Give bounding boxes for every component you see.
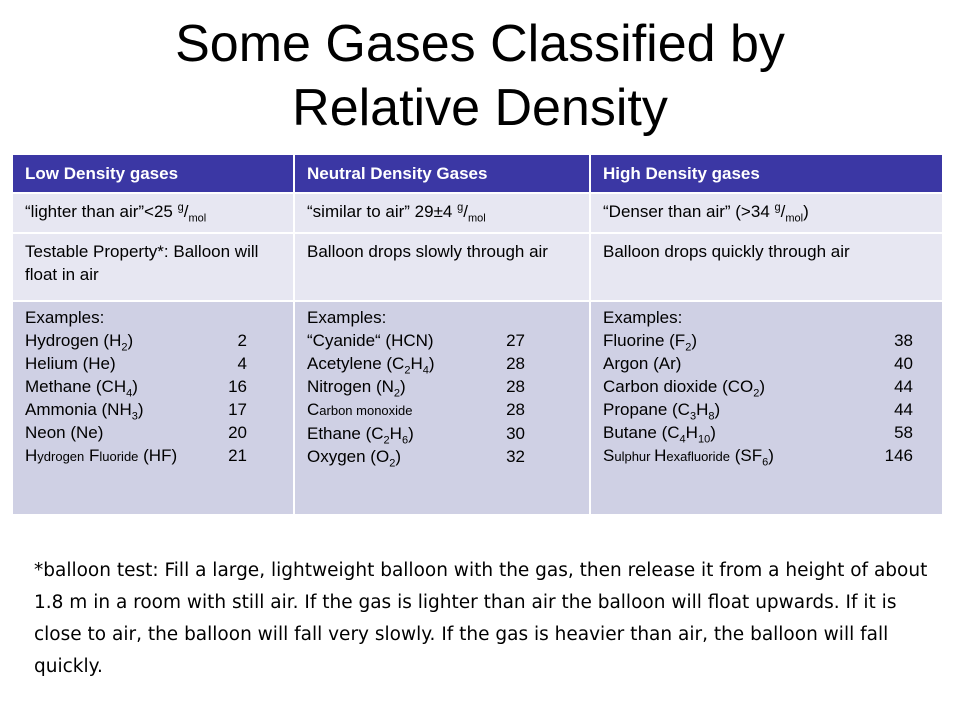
low-density-examples [13, 301, 294, 515]
title-line-1: Some Gases Classified by [175, 15, 785, 73]
balloon-test-footnote: *balloon test: Fill a large, lightweight balloon with the gas, then release it from a height of about 1.8 m in a room with still air. If the gas is lighter than air the balloon will float upwards. If it is close to air, the balloon will fall very slowly. If the gas is heavier than air, the balloon will fall quickly. [34, 560, 928, 677]
list-item: Hydrogen $(H_2)$ 2 [25, 331, 247, 354]
examples-label: Examples: [603, 308, 683, 327]
high-density-property: Balloon drops quickly through air [590, 233, 943, 301]
list-item: Fluorine $(F_2)$ 38 [603, 331, 913, 354]
list-item: Hydrogen Fluoride (HF) 21 [25, 446, 247, 465]
list-item: Nitrogen $(N_2)$ 28 [307, 377, 525, 400]
slide-title [0, 12, 960, 140]
list-item: Propane $(C_3H_8)$ 44 [603, 400, 913, 423]
high-density-examples [590, 301, 943, 515]
table-header-row [13, 155, 943, 193]
table-row-testable-property [13, 233, 943, 301]
list-item: “Cyanide“ (HCN) 27 [307, 331, 525, 350]
low-density-property: Testable Property*: Balloon will float in air [13, 233, 294, 301]
list-item: Ethane $(C_2H_6)$ 30 [307, 424, 525, 447]
header-low-density: Low Density gases [13, 155, 294, 193]
list-item: Ammonia $(NH_3)$ 17 [25, 400, 247, 423]
list-item: Helium (He) 4 [25, 354, 247, 373]
header-high-density: High Density gases [590, 155, 943, 193]
neutral-density-property: Balloon drops slowly through air [294, 233, 590, 301]
examples-label: Examples: [25, 308, 105, 327]
title-line-2: Relative Density [292, 79, 668, 137]
list-item: Argon (Ar) 40 [603, 354, 913, 373]
low-density-range: “lighter than air”<25 $^g/_{mol}$ [13, 193, 294, 233]
header-neutral-density: Neutral Density Gases [294, 155, 590, 193]
list-item: Acetylene $(C_2H_4)$ 28 [307, 354, 525, 377]
neutral-density-examples [294, 301, 590, 515]
list-item: Oxygen $(O_2)$ 32 [307, 447, 525, 470]
list-item: Carbon dioxide $(CO_2)$ 44 [603, 377, 913, 400]
examples-label: Examples: [307, 308, 387, 327]
table-row-density-range [13, 193, 943, 233]
neutral-density-range: “similar to air” 29±4 $^g/_{mol}$ [294, 193, 590, 233]
list-item: Neon (Ne) 20 [25, 423, 247, 442]
list-item: Methane $(CH_4)$ 16 [25, 377, 247, 400]
list-item: Butane $(C_4H_{10})$ 58 [603, 423, 913, 446]
list-item: Sulphur Hexafluoride $(SF_6)$ 146 [603, 446, 913, 469]
gas-density-table [13, 155, 944, 516]
high-density-range: “Denser than air” (>34 $^g/_{mol}$) [590, 193, 943, 233]
table-row-examples [13, 301, 943, 515]
list-item: Carbon monoxide 28 [307, 400, 525, 419]
